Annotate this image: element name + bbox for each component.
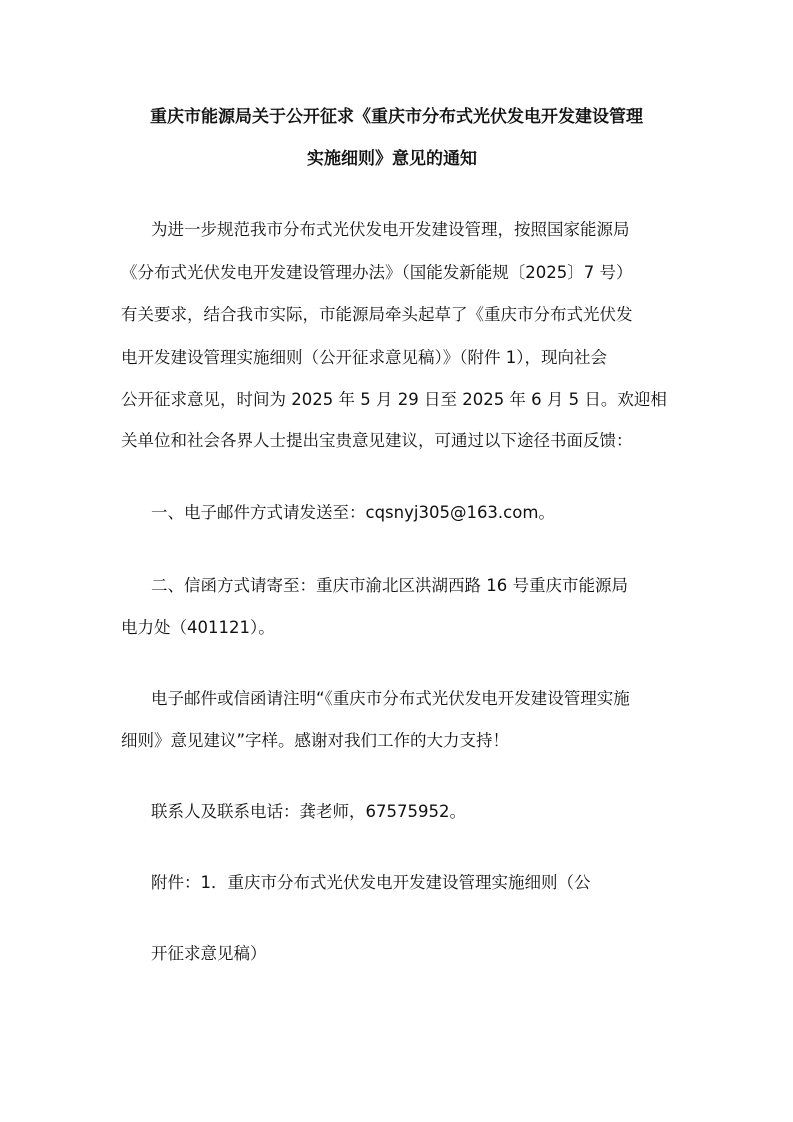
document-title-line-2: 实施细则》意见的通知 [307, 149, 477, 169]
note-line-2: 细则》意见建议”字样。感谢对我们工作的大力支持！ [121, 731, 510, 750]
intro-line-3: 有关要求，结合我市实际，市能源局牵头起草了《重庆市分布式光伏发 [121, 305, 633, 324]
document-title-line-1: 重庆市能源局关于公开征求《重庆市分布式光伏发电开发建设管理 [150, 107, 643, 127]
email-instruction: 一、电子邮件方式请发送至：cqsnyj305@163.com。 [151, 503, 555, 522]
contact-line: 联系人及联系电话：龚老师，67575952。 [151, 802, 466, 821]
intro-line-6: 关单位和社会各界人士提出宝贵意见建议，可通过以下途径书面反馈： [121, 431, 633, 450]
intro-line-1: 为进一步规范我市分布式光伏发电开发建设管理，按照国家能源局 [151, 220, 630, 239]
intro-line-5: 公开征求意见，时间为 2025 年 5 月 29 日至 2025 年 6 月 5 日。欢迎相 [121, 390, 667, 409]
attachment-line-2: 开征求意见稿） [151, 944, 267, 963]
intro-line-2: 《分布式光伏发电开发建设管理办法》（国能发新能规〔2025〕7 号） [121, 263, 633, 282]
attachment-line-1: 附件：1．重庆市分布式光伏发电开发建设管理实施细则（公 [151, 873, 591, 892]
mail-line-1: 二、信函方式请寄至：重庆市渝北区洪湖西路 16 号重庆市能源局 [151, 576, 628, 595]
intro-line-4: 电开发建设管理实施细则（公开征求意见稿）》（附件 1），现向社会 [121, 348, 607, 367]
note-line-1: 电子邮件或信函请注明“《重庆市分布式光伏发电开发建设管理实施 [151, 689, 630, 708]
mail-line-2: 电力处（401121）。 [121, 618, 275, 637]
